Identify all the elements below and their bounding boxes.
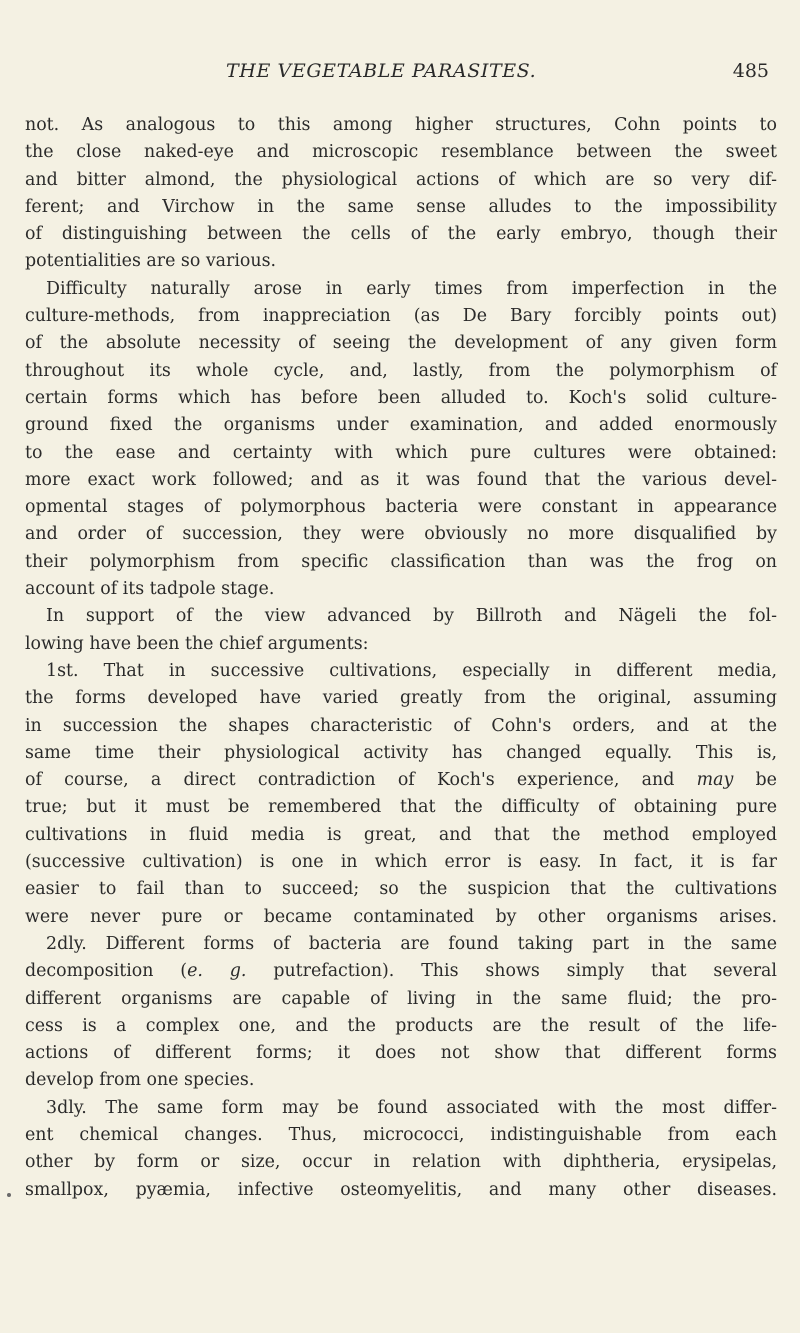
italic-text: e. g. xyxy=(187,961,247,982)
text-line: 3dly. The same form may be found associated with the most differ- xyxy=(46,1097,777,1118)
text-line: other by form or size, occur in relation with diphtheria, erysipelas, xyxy=(25,1152,777,1173)
text-line: ground fixed the organisms under examination, and added enormously xyxy=(25,415,777,436)
text-line: easier to fail than to succeed; so the suspicion that the cultivations xyxy=(25,879,777,900)
text-line: 2dly. Different forms of bacteria are found taking part in the same xyxy=(46,933,777,954)
text-segment: putrefaction). This shows simply that several xyxy=(273,961,777,982)
text-line: more exact work followed; and as it was found that the various devel- xyxy=(25,469,777,490)
text-line: ferent; and Virchow in the same sense alludes to the impossibility xyxy=(25,196,777,217)
text-line: develop from one species. xyxy=(25,1070,255,1091)
text-line: same time their physiological activity has changed equally. This is, xyxy=(25,742,777,763)
text-line: opmental stages of polymorphous bacteria were constant in appearance xyxy=(25,497,777,518)
text-line: the close naked-eye and microscopic resemblance between the sweet xyxy=(25,142,777,163)
text-line: throughout its whole cycle, and, lastly, from the polymorphism of xyxy=(25,360,777,381)
text-line: cultivations in fluid media is great, and that the method employed xyxy=(25,824,777,845)
text-line: of the absolute necessity of seeing the development of any given form xyxy=(25,333,777,354)
body-text xyxy=(25,112,777,1204)
text-segment: decomposition ( xyxy=(25,961,188,982)
text-line: of distinguishing between the cells of the early embryo, though their xyxy=(25,224,777,245)
text-segment: be xyxy=(755,770,777,791)
italic-text: may xyxy=(696,770,734,791)
text-line: Difficulty naturally arose in early times from imperfection in the xyxy=(46,278,777,299)
running-head: THE VEGETABLE PARASITES. xyxy=(226,60,537,82)
text-line: (successive cultivation) is one in which error is easy. In fact, it is far xyxy=(25,852,777,873)
text-line: certain forms which has before been alluded to. Koch's solid culture- xyxy=(25,387,777,408)
text-line xyxy=(25,958,777,985)
text-line: cess is a complex one, and the products are the result of the life- xyxy=(25,1015,777,1036)
text-line: 1st. That in successive cultivations, especially in different media, xyxy=(46,660,777,681)
text-line: were never pure or became contaminated by other organisms arises. xyxy=(25,906,777,927)
text-line: ent chemical changes. Thus, micrococci, indistinguishable from each xyxy=(25,1124,777,1145)
text-line xyxy=(25,767,777,794)
text-line: their polymorphism from specific classification than was the frog on xyxy=(25,551,777,572)
text-line: not. As analogous to this among higher structures, Cohn points to xyxy=(25,115,777,135)
text-line: in succession the shapes characteristic of Cohn's orders, and at the xyxy=(25,715,777,736)
text-line: potentialities are so various. xyxy=(25,251,277,272)
margin-mark xyxy=(7,1193,11,1197)
text-line: and bitter almond, the physiological actions of which are so very dif- xyxy=(25,169,777,190)
text-line: and order of succession, they were obviously no more disqualified by xyxy=(25,524,777,545)
text-line: to the ease and certainty with which pure cultures were obtained: xyxy=(25,442,777,463)
text-line: true; but it must be remembered that the difficulty of obtaining pure xyxy=(25,797,777,818)
text-line: lowing have been the chief arguments: xyxy=(25,633,369,654)
text-line: actions of different forms; it does not show that different forms xyxy=(25,1043,777,1064)
page-number: 485 xyxy=(732,60,769,82)
text-line: culture-methods, from inappreciation (as De Bary forcibly points out) xyxy=(25,306,777,327)
text-line: different organisms are capable of living in the same fluid; the pro- xyxy=(25,988,777,1009)
text-line: the forms developed have varied greatly from the original, assuming xyxy=(25,688,777,709)
text-line: account of its tadpole stage. xyxy=(25,579,275,600)
text-segment: of course, a direct contradiction of Koch's experience, and xyxy=(25,770,675,791)
text-line: smallpox, pyæmia, infective osteomyelitis, and many other diseases. xyxy=(25,1179,777,1200)
text-line: In support of the view advanced by Billroth and Nägeli the fol- xyxy=(46,606,777,627)
